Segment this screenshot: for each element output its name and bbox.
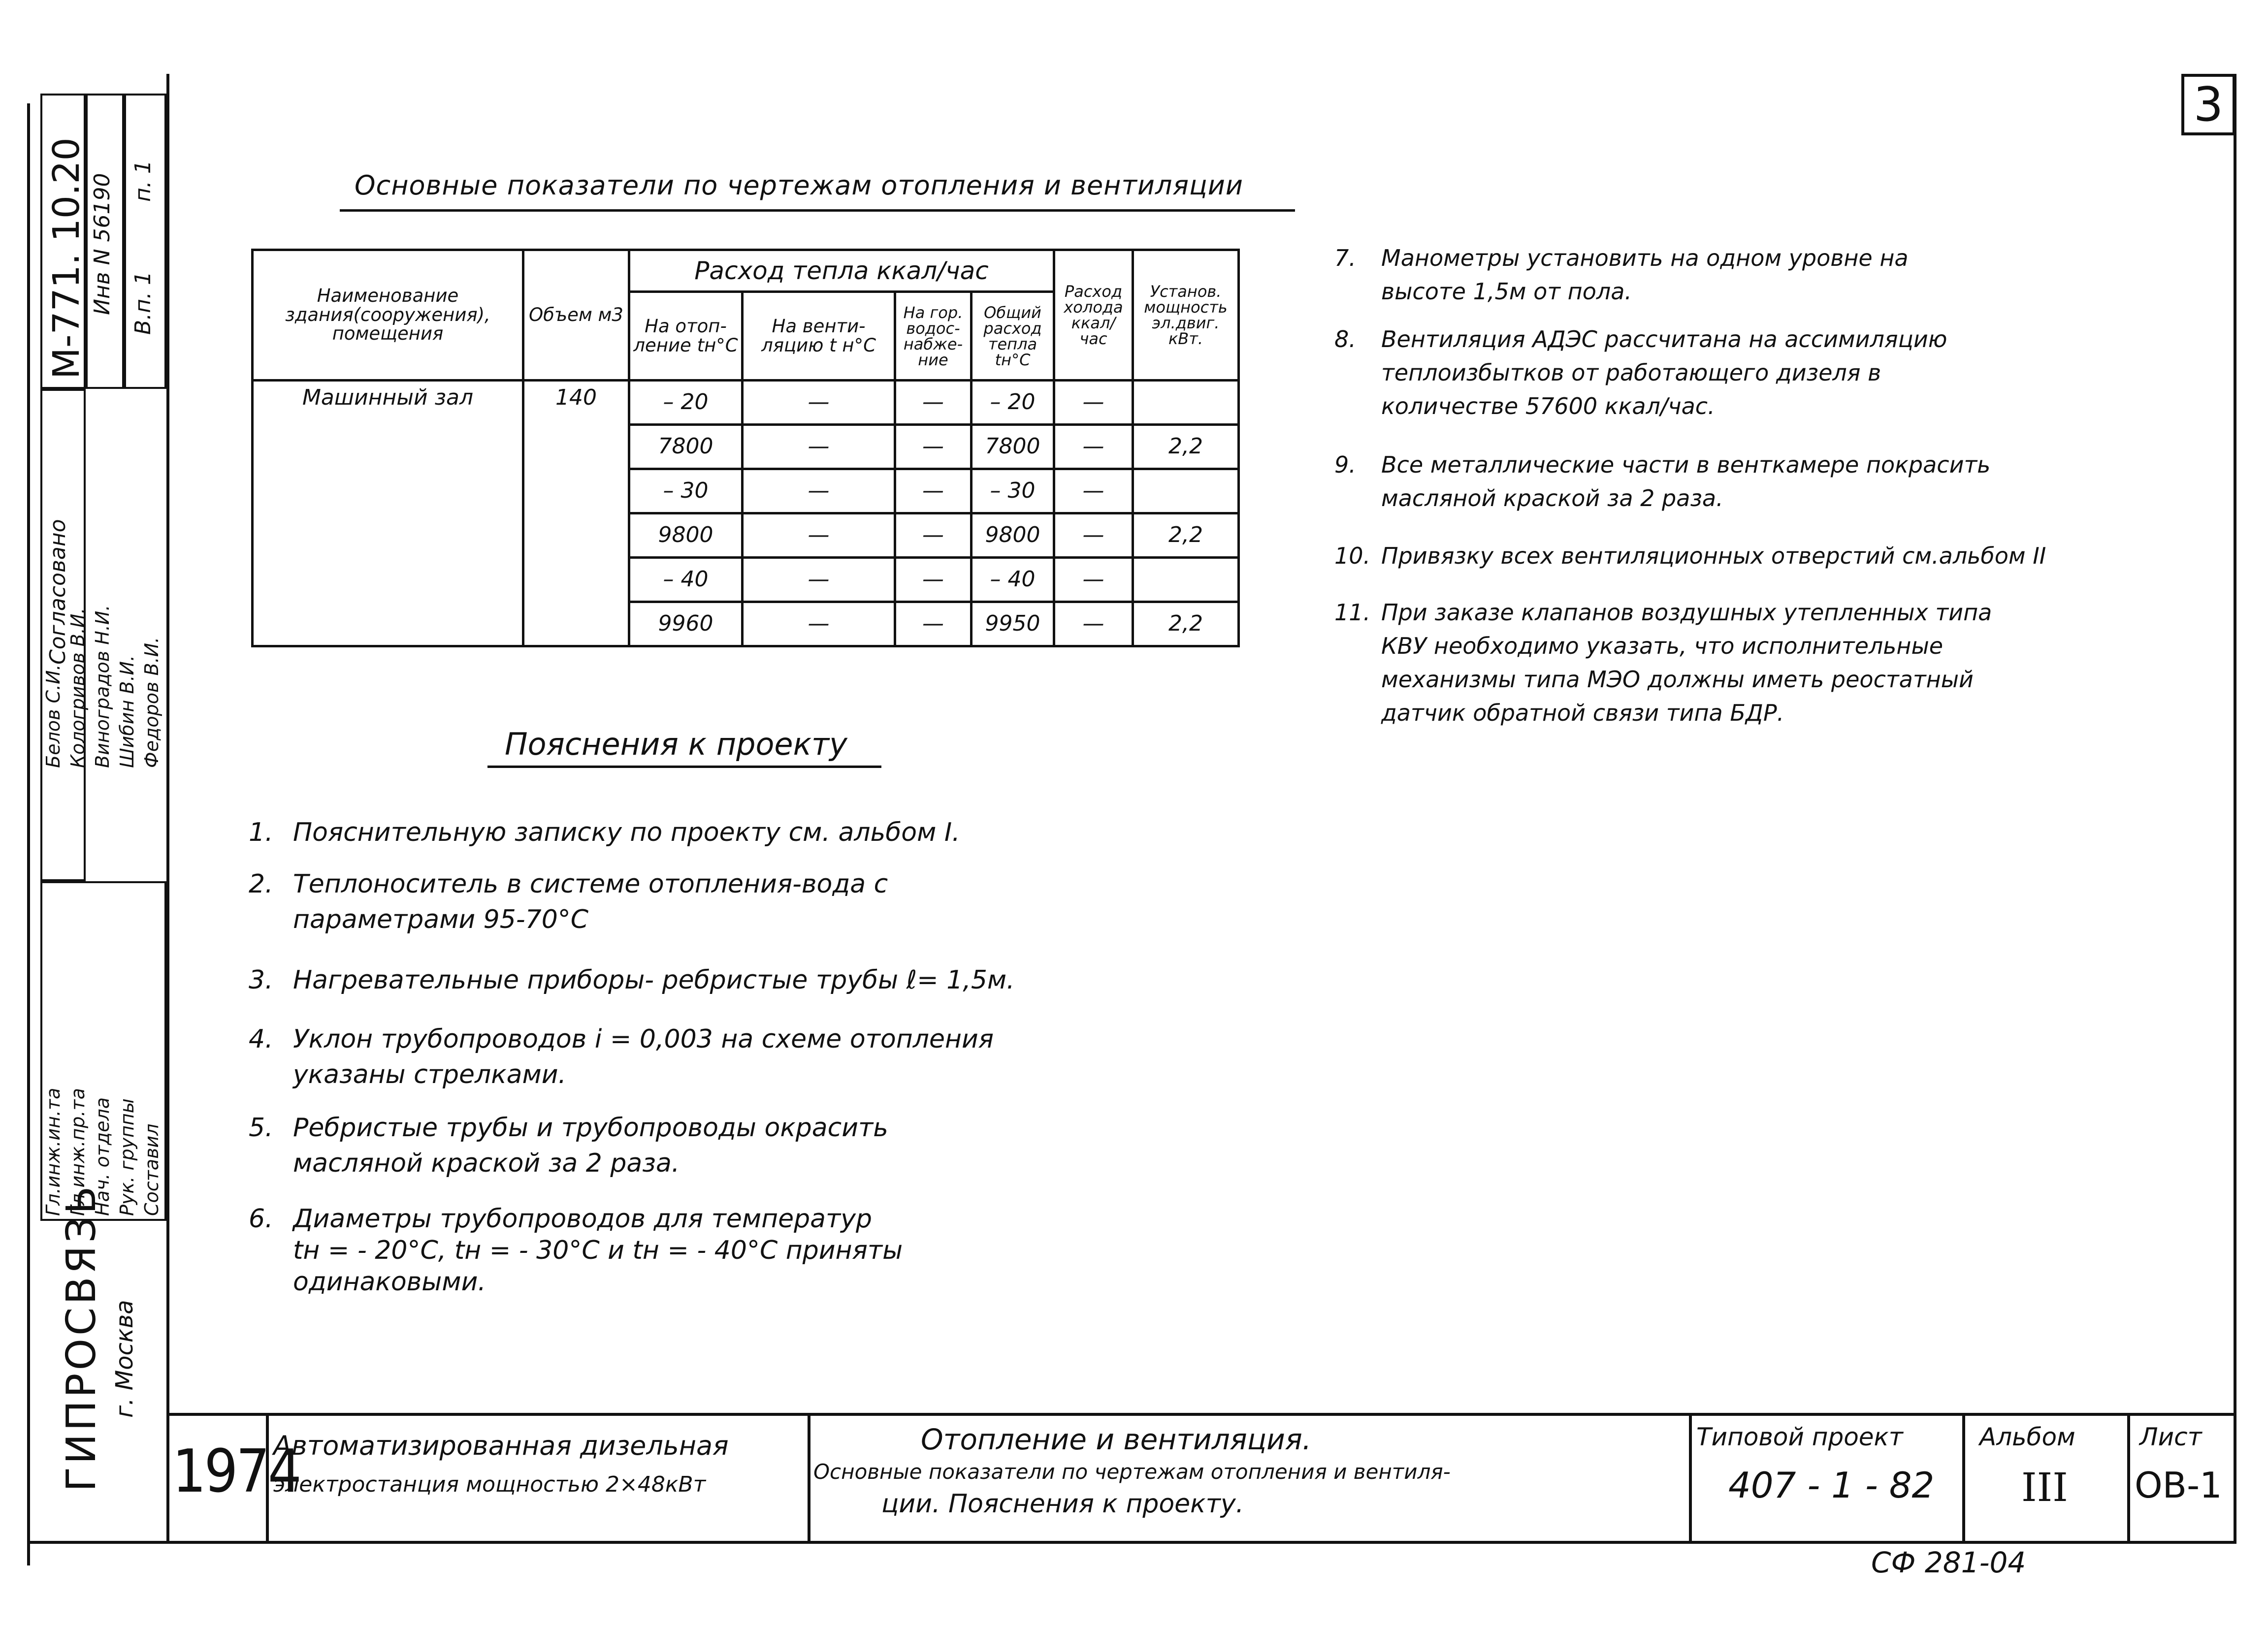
page-number: 3 <box>2181 74 2236 135</box>
note-11: 11. При заказе клапанов воздушных утепленных типа КВУ необходимо указать, что исполнительные механизмы типа МЭО должны иметь реостатный датчик обратной связи типа БДР. <box>1334 599 1992 726</box>
frame-bottom-line <box>27 1541 2236 1544</box>
strip-name-3: Виноградов Н.И. <box>92 605 113 768</box>
strip-vp-cell <box>124 94 166 389</box>
cell-cold: — <box>1054 513 1133 558</box>
tb-div-sheet-title <box>1689 1413 1692 1542</box>
hdr-volume: Объем м3 <box>523 250 629 381</box>
hdr-hot-water: На гор. водос-набже-ние <box>895 292 972 381</box>
cell-vent: — <box>743 425 895 469</box>
hdr-heat-group: Расход тепла ккал/час <box>629 250 1054 292</box>
tb-typical-project-value: 407 - 1 - 82 <box>1728 1465 1935 1506</box>
note-8: 8. Вентиляция АДЭС рассчитана на ассимиляцию теплоизбытков от работающего дизеля в количестве 57600 ккал/час. <box>1334 326 1947 419</box>
frame-left-line <box>27 103 30 1565</box>
tb-album-label: Альбом <box>1979 1423 2075 1451</box>
cell-vent: — <box>743 381 895 425</box>
strip-org-name: ГИПРОСВЯЗЬ <box>58 1183 105 1492</box>
cell-heating: 7800 <box>629 425 743 469</box>
cell-vent: — <box>743 469 895 513</box>
note-4: 4. Уклон трубопроводов i = 0,003 на схеме отопления указаны стрелками. <box>249 1024 994 1089</box>
cell-hw: — <box>895 513 972 558</box>
cell-total: – 40 <box>972 558 1054 602</box>
note-3: 3. Нагревательные приборы- ребристые трубы ℓ= 1,5м. <box>249 965 1015 995</box>
tb-div-album <box>2127 1413 2130 1542</box>
note-10: 10. Привязку всех вентиляционных отверстий см.альбом II <box>1334 543 2046 569</box>
notes-title-underline <box>487 766 881 768</box>
table-title: Основные показатели по чертежам отопления и вентиляции <box>355 170 1243 201</box>
frame-inner-left-line <box>166 74 169 1543</box>
strip-agreed: Согласовано <box>45 519 70 665</box>
strip-role-4: Рук. группы <box>116 1098 138 1216</box>
note-9: 9. Все металлические части в венткамере покрасить масляной краской за 2 раза. <box>1334 451 1991 511</box>
cell-power: 2,2 <box>1133 602 1239 646</box>
note-2: 2. Теплоноситель в системе отопления-вода с параметрами 95-70°С <box>249 869 888 934</box>
strip-name-2: Кологривов В.И. <box>67 607 89 768</box>
strip-name-4: Шибин В.И. <box>116 655 138 768</box>
cell-vent: — <box>743 602 895 646</box>
tb-album-value: III <box>2021 1465 2068 1510</box>
cell-vent: — <box>743 558 895 602</box>
tb-year: 1974 <box>172 1437 300 1506</box>
cell-power: 2,2 <box>1133 425 1239 469</box>
hdr-power: Установ. мощность эл.двиг. кВт. <box>1133 250 1239 381</box>
strip-role-3: Нач. отдела <box>92 1097 113 1216</box>
cell-hw: — <box>895 602 972 646</box>
tb-sheet-title-1: Отопление и вентиляция. <box>921 1423 1312 1456</box>
cell-cold: — <box>1054 381 1133 425</box>
strip-v-p: В.п. 1 <box>130 271 156 335</box>
cell-cold: — <box>1054 425 1133 469</box>
tb-sheet-title-3: ции. Пояснения к проекту. <box>881 1489 1244 1519</box>
tb-bottom-code: СФ 281-04 <box>1871 1546 2026 1579</box>
strip-p-l: п. 1 <box>130 160 156 202</box>
cell-power <box>1133 558 1239 602</box>
hdr-total: Общий расход тепла tн°С <box>972 292 1054 381</box>
hdr-ventilation: На венти-ляцию t н°С <box>743 292 895 381</box>
strip-city: г. Москва <box>111 1300 138 1418</box>
strip-role-2: Гл.инж.пр.та <box>67 1088 89 1216</box>
hdr-name: Наименование здания(сооружения), помещения <box>253 250 523 381</box>
cell-heating: – 30 <box>629 469 743 513</box>
tb-sheet-title-2: Основные показатели по чертежам отопления и вентиля- <box>813 1460 1451 1484</box>
cell-heating: 9800 <box>629 513 743 558</box>
cell-total: – 30 <box>972 469 1054 513</box>
strip-role-5: Составил <box>141 1123 162 1216</box>
strip-name-1: Белов С.И. <box>42 664 64 768</box>
notes-title: Пояснения к проекту <box>505 726 847 762</box>
strip-inv-no: Инв N 56190 <box>90 173 115 315</box>
cell-hw: — <box>895 425 972 469</box>
tb-sheet-value: ОВ-1 <box>2135 1465 2222 1506</box>
cell-total: 7800 <box>972 425 1054 469</box>
room-name: Машинный зал <box>253 381 523 646</box>
frame-right-line <box>2234 74 2236 1543</box>
tb-project-name-1: Автоматизированная дизельная <box>273 1430 729 1461</box>
room-volume: 140 <box>523 381 629 646</box>
cell-cold: — <box>1054 558 1133 602</box>
cell-vent: — <box>743 513 895 558</box>
cell-power: 2,2 <box>1133 513 1239 558</box>
hdr-cold: Расход холода ккал/час <box>1054 250 1133 381</box>
cell-total: – 20 <box>972 381 1054 425</box>
table-title-underline <box>340 209 1295 212</box>
cell-total: 9950 <box>972 602 1054 646</box>
note-6: 6. Диаметры трубопроводов для температур tн = - 20°С, tн = - 30°С и tн = - 40°С приняты одинаковыми. <box>249 1204 903 1297</box>
tb-typical-project-label: Типовой проект <box>1696 1423 1903 1451</box>
tb-project-name-2: электростанция мощностью 2×48кВт <box>273 1472 706 1497</box>
cell-hw: — <box>895 381 972 425</box>
cell-power <box>1133 381 1239 425</box>
cell-cold: — <box>1054 469 1133 513</box>
strip-role-1: Гл.инж.ин.та <box>42 1087 64 1216</box>
title-block-top-line <box>166 1413 2234 1416</box>
hdr-heating: На отоп-ление tн°С <box>629 292 743 381</box>
table-row <box>253 381 1239 425</box>
tb-div-project <box>808 1413 810 1542</box>
strip-doc-code: М-771. 10.20 <box>45 137 88 379</box>
note-1: 1. Пояснительную записку по проекту см. альбом I. <box>249 818 960 847</box>
cell-hw: — <box>895 469 972 513</box>
tb-sheet-label: Лист <box>2139 1423 2202 1451</box>
heat-table <box>251 249 1240 647</box>
cell-cold: — <box>1054 602 1133 646</box>
cell-heating: – 20 <box>629 381 743 425</box>
cell-power <box>1133 469 1239 513</box>
cell-heating: 9960 <box>629 602 743 646</box>
cell-hw: — <box>895 558 972 602</box>
cell-total: 9800 <box>972 513 1054 558</box>
note-5: 5. Ребристые трубы и трубопроводы окрасить масляной краской за 2 раза. <box>249 1113 888 1178</box>
cell-heating: – 40 <box>629 558 743 602</box>
strip-name-5: Федоров В.И. <box>141 637 162 768</box>
tb-div-typical <box>1962 1413 1965 1542</box>
note-7: 7. Манометры установить на одном уровне на высоте 1,5м от пола. <box>1334 245 1909 305</box>
